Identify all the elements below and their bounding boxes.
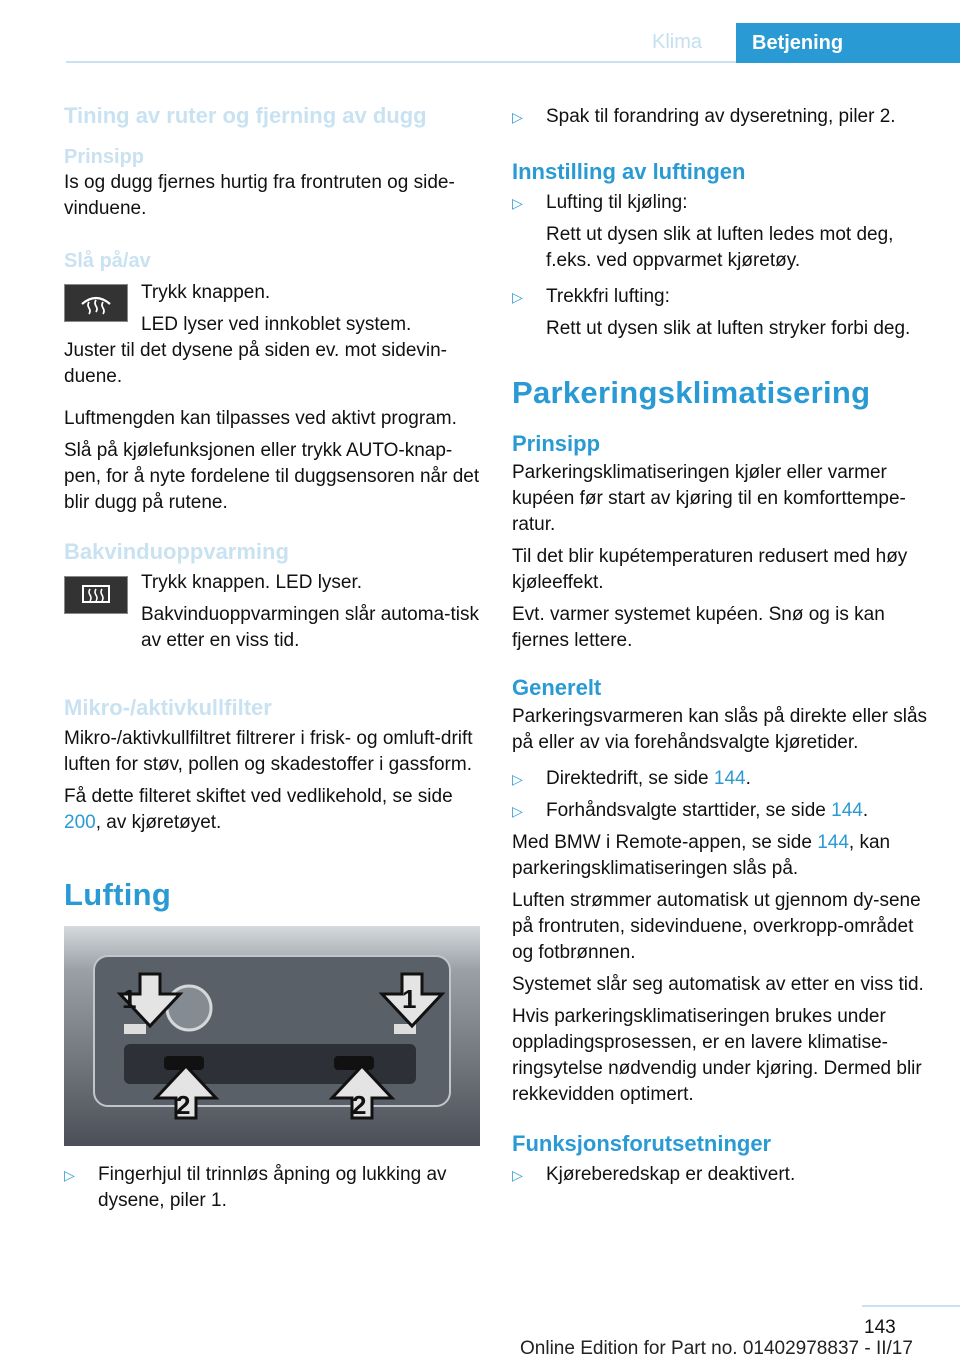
heading-defrost: Tining av ruter og fjerning av dugg (64, 103, 427, 128)
arrow-label-1b: 1 (402, 984, 417, 1014)
text-generelt: Parkeringsvarmeren kan slås på direkte eller slås på eller av via forehåndsvalgte kjøretider. (512, 706, 928, 753)
edition-footer: Online Edition for Part no. 01402978837 - II/17 (520, 1338, 913, 1359)
defrost-button-row (64, 280, 480, 338)
text-auto-off: Systemet slår seg automatisk av etter en viss tid. (512, 974, 924, 995)
bullet-triangle-icon: ▷ (512, 1167, 523, 1183)
heading-rear-window: Bakvinduoppvarming (64, 539, 289, 564)
heading-innstilling: Innstilling av luftingen (512, 159, 746, 184)
bullet-triangle-icon: ▷ (64, 1167, 75, 1183)
rear-defrost-icon (64, 576, 128, 614)
text-draft-sub: Rett ut dysen slik at luften stryker forbi deg. (546, 318, 911, 339)
page-number: 143 (864, 1317, 896, 1338)
heading-parkering: Parkeringsklimatisering (512, 375, 871, 410)
heading-prinsipp-park: Prinsipp (512, 431, 601, 456)
heading-prinsipp: Prinsipp (64, 146, 145, 168)
text-press2: Trykk knappen. LED lyser. (141, 572, 363, 593)
text-park1: Parkeringsklimatiseringen kjøler eller varmer kupéen før start av kjøring til en komforttempe-ratur. (512, 462, 906, 535)
heading-funksjon: Funksjonsforutsetninger (512, 1131, 772, 1156)
text-prinsipp: Is og dugg fjernes hurtig fra frontruten og side-vinduene. (64, 172, 455, 219)
text-air: Luften strømmer automatisk ut gjennom dy-sene på frontruten, sidevinduene, overkropp-området og fotbrønnen. (512, 890, 921, 963)
heading-generelt: Generelt (512, 675, 602, 700)
text-filter-service: Få dette filteret skiftet ved vedlikehold, se side 200, av kjøretøyet. (64, 786, 453, 833)
arrow-label-1a: 1 (122, 984, 137, 1014)
text-rear-off: Bakvinduoppvarmingen slår automa-tisk av etter en viss tid. (141, 604, 479, 651)
right-column (512, 98, 932, 1188)
text-filter: Mikro-/aktivkullfiltret filtrerer i frisk- og omluft-drift luften for støv, pollen og skadestoffer i gassform. (64, 728, 473, 775)
heading-onoff: Slå på/av (64, 250, 151, 272)
page-link-144[interactable]: 144 (713, 768, 746, 789)
list-item: ▷ Trekkfri lufting: (512, 284, 932, 310)
text-airflow: Luftmengden kan tilpasses ved aktivt program. (64, 408, 457, 429)
text-remote: Med BMW i Remote-appen, se side 144, kan parkeringsklimatiseringen slås på. (512, 832, 891, 879)
footer-rule (862, 1305, 960, 1307)
text-cool-sub: Rett ut dysen slik at luften ledes mot deg, f.eks. ved oppvarmet kjøretøy. (546, 224, 894, 271)
arrow-label-2b: 2 (352, 1090, 367, 1120)
list-item: ▷ Spak til forandring av dyseretning, piler 2. (512, 104, 932, 130)
page-link-144[interactable]: 144 (817, 832, 849, 853)
tab-betjening[interactable]: Betjening (736, 23, 960, 63)
text-cool: Slå på kjølefunksjonen eller trykk AUTO-knap-pen, for å nyte fordelene til duggsensoren når det blir dugg på rutene. (64, 440, 480, 513)
text-adjust: Juster til det dysene på siden ev. mot sidevin-duene. (64, 340, 448, 387)
heading-lufting: Lufting (64, 877, 172, 912)
list-item: ▷ Fingerhjul til trinnløs åpning og lukking av dysene, piler 1. (64, 1164, 447, 1211)
list-item: ▷ Lufting til kjøling: (512, 190, 932, 216)
text-park2: Til det blir kupétemperaturen redusert med høy kjøleeffekt. (512, 546, 908, 593)
page-link-200[interactable]: 200 (64, 812, 96, 833)
bullet-triangle-icon: ▷ (512, 289, 523, 305)
front-defrost-icon (64, 284, 128, 322)
rear-button-row (64, 570, 480, 654)
bullet-triangle-icon: ▷ (512, 771, 523, 787)
bullet-triangle-icon: ▷ (512, 109, 523, 125)
tab-klima[interactable]: Klima (651, 30, 702, 53)
text-press1: Trykk knappen. (141, 282, 271, 303)
bullet-triangle-icon: ▷ (512, 803, 523, 819)
vent-photo (64, 926, 480, 1146)
text-park3: Evt. varmer systemet kupéen. Snø og is kan fjernes lettere. (512, 604, 885, 651)
arrow-label-2a: 2 (176, 1090, 191, 1120)
page-link-144[interactable]: 144 (831, 800, 863, 821)
bullet-triangle-icon: ▷ (512, 195, 523, 211)
list-item: ▷ Direktedrift, se side 144. (512, 766, 932, 792)
heading-filter: Mikro-/aktivkullfilter (64, 695, 272, 720)
list-item: ▷ Forhåndsvalgte starttider, se side 144. (512, 798, 932, 824)
text-charge: Hvis parkeringsklimatiseringen brukes under oppladingsprosessen, er en lavere klimatise-ringsytelse nødvendig under kjøring. Dermed blir rekkevidden optimert. (512, 1006, 922, 1105)
text-led1: LED lyser ved innkoblet system. (141, 314, 412, 335)
list-item: ▷ Kjøreberedskap er deaktivert. (512, 1162, 932, 1188)
left-column (64, 98, 480, 1214)
